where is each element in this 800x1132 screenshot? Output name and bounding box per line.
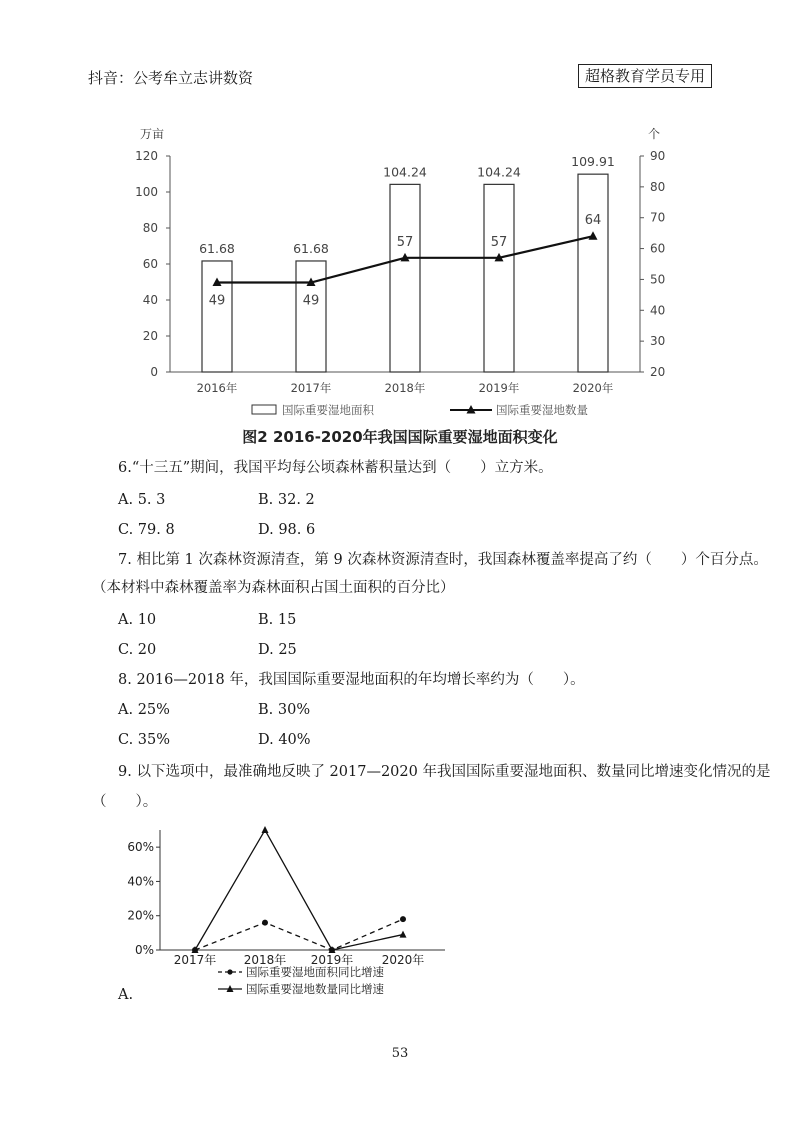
header-left-text: 抖音：公考牟立志讲数资 (88, 69, 254, 87)
header-right-badge: 超格教育学员专用 (578, 64, 712, 88)
question-9: 9. 以下选项中，最准确地反映了 2017—2020 年我国国际重要湿地面积、数量同比增速变化情况的是 (118, 764, 771, 780)
c2-area-growth-line (195, 919, 403, 950)
bar-area (390, 184, 420, 372)
left-tick-label: 100 (135, 185, 158, 199)
bar-value-label: 61.68 (199, 240, 235, 256)
left-tick-label: 0 (150, 365, 158, 379)
c2-x-tick-label: 2018年 (243, 953, 287, 967)
c2-legend-dot (227, 969, 232, 974)
q6-option-c: C. 79. 8 (118, 522, 175, 538)
q7-option-a: A. 10 (118, 612, 157, 628)
c2-y-tick-label: 20% (127, 908, 154, 923)
c2-x-tick-label: 2017年 (173, 953, 217, 967)
right-tick-label: 30 (650, 334, 666, 349)
x-tick-label: 2019年 (478, 381, 520, 395)
line-value-label: 57 (396, 234, 414, 250)
q7-option-b: B. 15 (258, 612, 297, 628)
chart1-title: 图2 2016-2020年我国国际重要湿地面积变化 (242, 428, 558, 446)
left-tick-label: 40 (142, 293, 158, 307)
right-tick-label: 20 (650, 365, 666, 379)
q7-option-c: C. 20 (118, 642, 157, 658)
c2-area-growth-point (262, 920, 268, 926)
right-tick-label: 90 (650, 149, 666, 163)
right-tick-label: 60 (650, 241, 666, 256)
growth-rate-chart (120, 825, 460, 1005)
chart2-legend (218, 965, 384, 996)
left-tick-label: 60 (142, 257, 158, 271)
question-6: 6.“十三五”期间，我国平均每公顷森林蓄积量达到（ ）立方米。 (118, 460, 553, 476)
page-number: 53 (391, 1046, 409, 1061)
bar-area (484, 184, 514, 372)
x-tick-label: 2018年 (384, 381, 426, 395)
q6-option-d: D. 98. 6 (258, 522, 316, 538)
c2-x-tick-label: 2019年 (310, 953, 354, 967)
chart1-bars (202, 174, 608, 372)
q8-option-b: B. 30% (258, 702, 311, 718)
c2-area-growth-point (400, 916, 406, 922)
line-value-label: 49 (208, 293, 226, 309)
x-tick-label: 2017年 (290, 381, 332, 395)
q8-option-d: D. 40% (258, 732, 311, 748)
bar-value-label: 104.24 (477, 164, 521, 180)
left-axis-unit: 万亩 (140, 127, 165, 141)
c2-x-tick-label: 2020年 (381, 953, 425, 967)
right-axis-unit: 个 (648, 127, 661, 141)
chart2-lines (192, 826, 407, 953)
bar-value-label: 104.24 (383, 164, 427, 180)
wetland-area-chart (0, 120, 800, 450)
right-tick-label: 40 (650, 303, 666, 318)
right-tick-label: 80 (650, 179, 666, 194)
c2-y-tick-label: 0% (134, 943, 154, 957)
question-8: 8. 2016—2018 年，我国国际重要湿地面积的年均增长率约为（ ）。 (118, 672, 585, 688)
question-9-cont: （ ）。 (92, 794, 158, 810)
q8-option-a: A. 25% (118, 702, 170, 718)
c2-count-growth-point (400, 931, 407, 938)
c2-legend-area-label: 国际重要湿地面积同比增速 (246, 965, 384, 979)
bar-value-label: 61.68 (293, 240, 329, 256)
line-value-label: 49 (302, 293, 320, 309)
right-tick-label: 50 (650, 272, 666, 287)
legend-bar-label: 国际重要湿地面积 (282, 403, 374, 417)
c2-count-growth-point (262, 826, 269, 833)
bar-area (578, 174, 608, 372)
chart2-axes (127, 830, 445, 967)
q8-option-c: C. 35% (118, 732, 171, 748)
line-value-label: 64 (584, 213, 602, 229)
q9-option-a-label: A. (118, 987, 134, 1003)
c2-legend-count-label: 国际重要湿地数量同比增速 (246, 982, 384, 996)
q6-option-a: A. 5. 3 (118, 492, 166, 508)
bar-value-label: 109.91 (571, 154, 615, 170)
question-7: 7. 相比第 1 次森林资源清查，第 9 次森林资源清查时，我国森林覆盖率提高了约（ ）个百分点。 (118, 552, 768, 568)
q7-option-d: D. 25 (258, 642, 297, 658)
x-tick-label: 2016年 (196, 381, 238, 395)
left-tick-label: 20 (142, 329, 158, 343)
question-7-note: （本材料中森林覆盖率为森林面积占国土面积的百分比） (92, 580, 455, 596)
left-tick-label: 80 (142, 221, 158, 235)
q6-option-b: B. 32. 2 (258, 492, 315, 508)
right-tick-label: 70 (650, 210, 666, 225)
chart1-legend (242, 403, 588, 446)
left-tick-label: 120 (135, 149, 158, 163)
line-value-label: 57 (490, 234, 508, 250)
x-tick-label: 2020年 (572, 381, 614, 395)
c2-y-tick-label: 60% (127, 840, 154, 855)
legend-line-label: 国际重要湿地数量 (496, 403, 588, 417)
legend-bar-swatch (252, 405, 276, 414)
c2-y-tick-label: 40% (127, 874, 154, 889)
